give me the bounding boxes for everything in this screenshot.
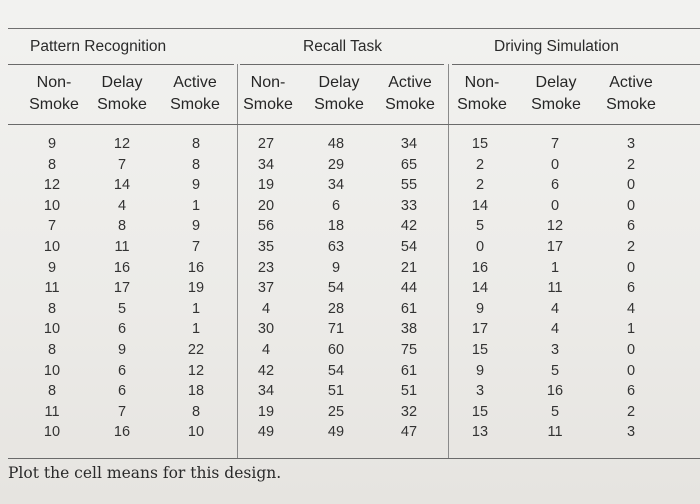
table-row xyxy=(0,278,700,299)
table-cell: 22 xyxy=(187,342,205,358)
table-cell: 6 xyxy=(626,218,636,235)
table-cell: 34 xyxy=(257,156,275,173)
table-cell: 4 xyxy=(117,197,127,214)
col-head-pr-delay-smoke: Delay Smoke xyxy=(97,74,147,113)
table-cell: 35 xyxy=(257,239,275,255)
table-cell: 54 xyxy=(400,239,418,255)
table-cell: 2 xyxy=(626,403,636,420)
table-row xyxy=(0,175,700,196)
table-cell: 9 xyxy=(191,177,201,194)
table-cell: 17 xyxy=(471,321,489,338)
table-cell: 11 xyxy=(44,403,60,420)
table-cell: 32 xyxy=(400,403,418,420)
table-cell: 14 xyxy=(471,197,489,214)
table-cell: 10 xyxy=(43,362,61,379)
table-bottom-rule xyxy=(8,458,700,459)
table-cell: 10 xyxy=(43,321,61,338)
table-cell: 38 xyxy=(400,321,418,338)
table-cell: 1 xyxy=(550,259,560,276)
table-cell: 6 xyxy=(117,362,127,379)
table-row xyxy=(0,340,700,361)
table-cell: 1 xyxy=(191,197,201,214)
table-cell: 28 xyxy=(327,300,345,317)
table-row xyxy=(0,402,700,423)
table-cell: 54 xyxy=(327,362,345,379)
table-row xyxy=(0,381,700,402)
group-header-row xyxy=(0,38,700,62)
table-cell: 0 xyxy=(626,362,636,379)
table-cell: 4 xyxy=(626,300,636,317)
table-cell: 6 xyxy=(550,177,560,194)
table-cell: 3 xyxy=(475,383,485,400)
table-cell: 19 xyxy=(257,403,275,420)
column-header-row xyxy=(0,72,700,124)
table-cell: 15 xyxy=(471,342,489,358)
table-cell: 29 xyxy=(327,156,345,173)
table-cell: 10 xyxy=(43,197,61,214)
table-cell: 10 xyxy=(43,239,61,255)
table-cell: 13 xyxy=(471,424,489,441)
table-cell: 4 xyxy=(261,300,271,317)
table-cell: 7 xyxy=(191,239,201,255)
table-cell: 25 xyxy=(327,403,345,420)
col-head-ds-delay-smoke: Delay Smoke xyxy=(531,74,581,113)
col-head-pr-non-smoke: Non- Smoke xyxy=(29,74,79,113)
table-cell: 8 xyxy=(117,218,127,235)
header-bottom-rule xyxy=(8,124,700,125)
table-row xyxy=(0,422,700,443)
table-cell: 6 xyxy=(117,383,127,400)
table-cell: 12 xyxy=(113,136,131,152)
table-cell: 61 xyxy=(400,300,418,317)
table-cell: 1 xyxy=(626,321,636,338)
table-cell: 65 xyxy=(400,156,418,173)
table-cell: 2 xyxy=(475,156,485,173)
table-cell: 12 xyxy=(187,362,205,379)
table-cell: 4 xyxy=(550,321,560,338)
table-cell: 16 xyxy=(546,383,564,400)
group-title-driving-simulation: Driving Simulation xyxy=(494,38,619,55)
table-cell: 16 xyxy=(113,424,131,441)
table-cell: 9 xyxy=(331,259,341,276)
table-cell: 30 xyxy=(257,321,275,338)
table-cell: 5 xyxy=(550,362,560,379)
table-cell: 19 xyxy=(187,280,205,297)
table-cell: 12 xyxy=(43,177,61,194)
table-cell: 16 xyxy=(113,259,131,276)
table-cell: 3 xyxy=(550,342,560,358)
table-cell: 19 xyxy=(257,177,275,194)
table-cell: 2 xyxy=(626,156,636,173)
table-cell: 11 xyxy=(547,280,563,297)
table-cell: 8 xyxy=(47,342,57,358)
table-cell: 7 xyxy=(117,403,127,420)
table-cell: 8 xyxy=(191,136,201,152)
group-rule-recall xyxy=(240,64,444,65)
table-cell: 49 xyxy=(257,424,275,441)
table-cell: 6 xyxy=(626,383,636,400)
table-cell: 6 xyxy=(626,280,636,297)
table-cell: 3 xyxy=(626,424,636,441)
table-cell: 55 xyxy=(400,177,418,194)
col-head-rt-non-smoke: Non- Smoke xyxy=(243,74,293,113)
table-cell: 18 xyxy=(187,383,205,400)
table-cell: 2 xyxy=(475,177,485,194)
table-cell: 9 xyxy=(475,300,485,317)
table-cell: 10 xyxy=(187,424,205,441)
table-row xyxy=(0,216,700,237)
table-cell: 6 xyxy=(117,321,127,338)
table-cell: 1 xyxy=(191,300,201,317)
table-cell: 75 xyxy=(400,342,418,358)
table-cell: 2 xyxy=(626,239,636,255)
table-cell: 17 xyxy=(546,239,564,255)
table-cell: 9 xyxy=(117,342,127,358)
table-cell: 8 xyxy=(191,156,201,173)
table-cell: 37 xyxy=(257,280,275,297)
table-cell: 5 xyxy=(117,300,127,317)
group-title-recall-task: Recall Task xyxy=(303,38,382,55)
table-row xyxy=(0,237,700,258)
table-cell: 14 xyxy=(113,177,131,194)
col-head-pr-active-smoke: Active Smoke xyxy=(170,74,220,113)
table-cell: 4 xyxy=(261,342,271,358)
table-cell: 17 xyxy=(113,280,131,297)
col-head-ds-active-smoke: Active Smoke xyxy=(606,74,656,113)
table-cell: 16 xyxy=(471,259,489,276)
table-cell: 71 xyxy=(327,321,345,338)
table-cell: 6 xyxy=(331,197,341,214)
col-head-rt-active-smoke: Active Smoke xyxy=(385,74,435,113)
table-cell: 34 xyxy=(327,177,345,194)
table-cell: 8 xyxy=(47,383,57,400)
exercise-question: Plot the cell means for this design. xyxy=(8,464,282,482)
table-cell: 7 xyxy=(550,136,560,152)
table-cell: 1 xyxy=(191,321,201,338)
table-cell: 15 xyxy=(471,403,489,420)
table-cell: 9 xyxy=(475,362,485,379)
table-cell: 51 xyxy=(327,383,345,400)
table-cell: 15 xyxy=(471,136,489,152)
table-cell: 5 xyxy=(475,218,485,235)
table-cell: 0 xyxy=(626,177,636,194)
table-row xyxy=(0,361,700,382)
table-cell: 0 xyxy=(626,342,636,358)
table-cell: 3 xyxy=(626,136,636,152)
table-row xyxy=(0,196,700,217)
group-title-pattern-recognition: Pattern Recognition xyxy=(30,38,167,55)
table-cell: 60 xyxy=(327,342,345,358)
table-cell: 0 xyxy=(626,259,636,276)
table-cell: 23 xyxy=(257,259,275,276)
table-cell: 47 xyxy=(400,424,418,441)
table-cell: 33 xyxy=(400,197,418,214)
table-cell: 9 xyxy=(47,136,57,152)
table-cell: 18 xyxy=(327,218,345,235)
table-cell: 0 xyxy=(550,197,560,214)
table-cell: 0 xyxy=(550,156,560,173)
table-cell: 9 xyxy=(47,259,57,276)
group-rule-driving xyxy=(452,64,700,65)
table-cell: 61 xyxy=(400,362,418,379)
table-cell: 11 xyxy=(547,424,563,441)
table-cell: 7 xyxy=(117,156,127,173)
table-cell: 11 xyxy=(44,280,60,297)
table-row xyxy=(0,299,700,320)
table-cell: 48 xyxy=(327,136,345,152)
table-cell: 14 xyxy=(471,280,489,297)
table-row xyxy=(0,134,700,155)
table-cell: 42 xyxy=(400,218,418,235)
group-rule-pattern xyxy=(8,64,234,65)
table-cell: 7 xyxy=(47,218,57,235)
table-cell: 42 xyxy=(257,362,275,379)
table-cell: 10 xyxy=(43,424,61,441)
table-cell: 8 xyxy=(191,403,201,420)
table-cell: 56 xyxy=(257,218,275,235)
col-head-rt-delay-smoke: Delay Smoke xyxy=(314,74,364,113)
table-row xyxy=(0,155,700,176)
table-row xyxy=(0,258,700,279)
table-cell: 12 xyxy=(546,218,564,235)
table-cell: 20 xyxy=(257,197,275,214)
table-cell: 9 xyxy=(191,218,201,235)
table-cell: 44 xyxy=(400,280,418,297)
table-cell: 16 xyxy=(187,259,205,276)
table-cell: 54 xyxy=(327,280,345,297)
table-cell: 21 xyxy=(400,259,418,276)
table-cell: 5 xyxy=(550,403,560,420)
table-cell: 27 xyxy=(257,136,275,152)
table-cell: 34 xyxy=(400,136,418,152)
table-cell: 0 xyxy=(626,197,636,214)
table-cell: 63 xyxy=(327,239,345,255)
table-cell: 8 xyxy=(47,300,57,317)
table-top-rule xyxy=(8,28,700,29)
col-head-ds-non-smoke: Non- Smoke xyxy=(457,74,507,113)
table-row xyxy=(0,319,700,340)
table-cell: 51 xyxy=(400,383,418,400)
table-cell: 11 xyxy=(114,239,130,255)
table-cell: 0 xyxy=(475,239,485,255)
table-cell: 4 xyxy=(550,300,560,317)
table-cell: 34 xyxy=(257,383,275,400)
table-cell: 49 xyxy=(327,424,345,441)
table-cell: 8 xyxy=(47,156,57,173)
